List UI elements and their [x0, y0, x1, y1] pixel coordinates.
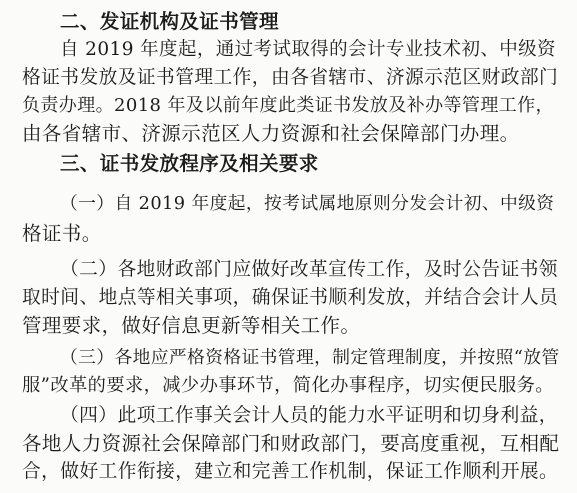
- list-item-line: （三）各地应严格资格证书管理，制定管理制度，并按照“放管: [60, 348, 560, 368]
- paragraph-line: 自 2019 年度起，通过考试取得的会计专业技术初、中级资: [60, 39, 556, 60]
- list-item-line: （二）各地财政部门应做好改革宣传工作，及时公告证书领: [60, 259, 558, 280]
- list-item-line: （一）自 2019 年度起，按考试属地原则分发会计初、中级资: [60, 194, 555, 214]
- paragraph-line: 负责办理。2018 年及以前年度此类证书发放及补办等管理工作，: [22, 95, 554, 116]
- list-item-line: 格证书。: [22, 222, 102, 245]
- section-heading-2: 二、发证机构及证书管理: [60, 10, 279, 33]
- paragraph-line: 格证书发放及证书管理工作，由各省辖市、济源示范区财政部门: [22, 67, 559, 88]
- list-item-line: 各地人力资源社会保障部门和财政部门，要高度重视，互相配: [22, 432, 560, 455]
- list-item-line: 合，做好工作衔接，建立和完善工作机制，保证工作顺利开展。: [22, 461, 559, 482]
- list-item-line: 取时间、地点等相关事项，确保证书顺利发放，并结合会计人员: [22, 287, 559, 308]
- section-heading-3: 三、证书发放程序及相关要求: [60, 152, 319, 175]
- list-item-line: 服”改革的要求，减少办事环节，简化办事程序，切实便民服务。: [22, 375, 554, 396]
- list-item-line: 管理要求，做好信息更新等相关工作。: [22, 314, 361, 337]
- paragraph-line: 由各省辖市、济源示范区人力资源和社会保障部门办理。: [22, 122, 520, 145]
- list-item-line: （四）此项工作事关会计人员的能力水平证明和切身利益，: [60, 405, 558, 426]
